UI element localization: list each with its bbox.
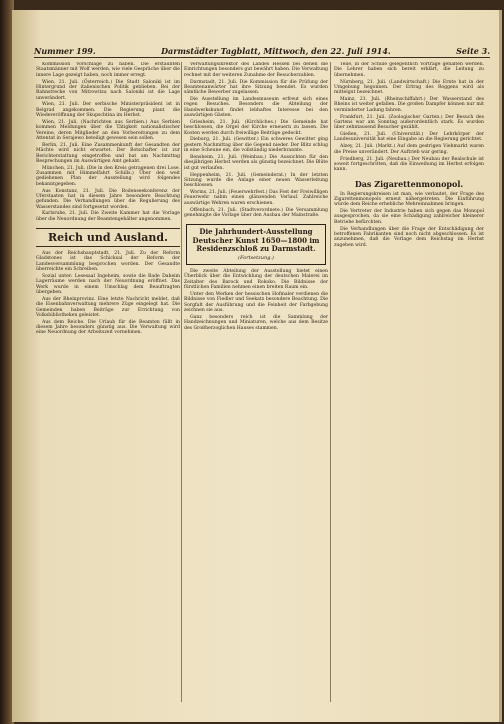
header-rule bbox=[34, 57, 490, 58]
page-edge bbox=[499, 10, 502, 722]
paragraph: Die Verhandlungen über die Frage der Entschädigung der betroffenen Fabrikanten sind noch nicht abgeschlossen. Es ist anzunehmen, daß die Vorlage dem Reichstag im Herbst zugehen wird. bbox=[334, 226, 484, 248]
newspaper-page bbox=[12, 10, 502, 722]
paragraph: In Regierungskreisen ist man, wie verlautet, der Frage des Zigarettenmonopols erneut nähergetreten. Die Einführung würde dem Reiche erhebliche Mehreinnahmen bringen. bbox=[334, 191, 484, 208]
paragraph: Offenbach, 21. Juli. (Stadtverordnete.) Die Versammlung genehmigte die Vorlage über den Ausbau der Mainstraße. bbox=[184, 207, 328, 218]
col3b-text bbox=[334, 192, 484, 248]
paragraph: Dieburg, 21. Juli. (Gewitter.) Ein schweres Gewitter ging gestern Nachmittag über die Gegend nieder. Der Blitz schlug in eine Scheune ein, die vollständig niederbrannte. bbox=[184, 137, 328, 154]
paragraph: Aus der Reichshauptstadt, 21. Juli. Zu der Reform Gladstones ist das Schicksal der Reform der Landesversammlung besprochen worden. Der Gesandte überreichte ein Schreiben. bbox=[36, 251, 180, 273]
paragraph: Aus Konstanz, 21. Juli. Die Bodenseekonferenz der Uferstaaten hat in diesem Jahre besondere Beachtung gefunden. Die Verhandlungen über die Regulierung des Wasserstandes sind fortgesetzt worden. bbox=[36, 188, 180, 210]
page-number: Seite 3. bbox=[456, 46, 490, 56]
paragraph: Wien, 21. Juli. (Nachrichten aus Serbien.) Aus Serbien kommen Meldungen über die Tätigkeit nationalistischer Vereine, deren Mitglieder an den Vorbereitungen zu dem Attentat in Serajewo beteiligt gewesen sein sollen. bbox=[36, 119, 180, 141]
col1-text bbox=[36, 62, 180, 222]
paragraph: München, 21. Juli. (Die in den Kreis getragenen drei Lose. Zusammen mit Himmelfahrt Schills.) Über den weit gediehenen Plan der Ausstellung wird folgendes bekanntgegeben. bbox=[36, 165, 180, 187]
paragraph: Aus dem Reiche. Die Urlaub für die Beamten fällt in diesem Jahre besonders günstig aus. Die Verwaltung wird eine Neuordnung der Arbeitszeit vornehmen. bbox=[36, 319, 180, 336]
paragraph: Berlin, 21. Juli. Eine Zusammenkunft der Gesandten der Mächte wird nicht erwartet. Der Botschafter ist zur Berichterstattung eingetroffen und hat am Nachmittag Besprechungen im Auswärtigen Amt gehabt. bbox=[36, 142, 180, 164]
paragraph: Kommission Vorschläge zu haben. Die erstaunten Staatsmänner mit Wolf werden, wie viele Gespräche über die innere Lage gezeigt haben, noch immer erregt. bbox=[36, 62, 180, 78]
exhibition-subtitle: (Fortsetzung.) bbox=[238, 254, 274, 261]
paragraph: Die Ausstellung im Landesmuseum erfreut sich eines regen Besuches. Besonders die Abteilung der Handwerkskunst findet lebhaftes Interesse bei den auswärtigen Gästen. bbox=[184, 97, 328, 119]
paragraph: Aus der Rheinprovinz. Eine letzte Nachricht meldet, daß die Eisenbahnverwaltung mehrere Züge eingelegt hat. Die Gemeinden haben Beiträge zur Errichtung von Volksbibliotheken geleistet. bbox=[36, 296, 180, 318]
paragraph: Karlsruhe, 21. Juli. Die Zweite Kammer hat die Vorlage über die Neuordnung der Beamtengehälter angenommen. bbox=[36, 211, 180, 222]
paragraph: Die zweite Abteilung der Ausstellung bietet einen Überblick über die Entwicklung der deutschen Malerei im Zeitalter des Barock und Rokoko. Die Bildnisse der fürstlichen Familien nehmen einen breiten Raum ein. bbox=[184, 269, 328, 291]
paragraph: Alzey, 21. Juli. (Markt.) Auf dem gestrigen Viehmarkt waren die Preise unverändert. Der Auftrieb war gering. bbox=[334, 144, 484, 155]
paragraph: Wien, 21. Juli. Der serbische Ministerpräsident ist in Belgrad angekommen. Die Regierung plant die Wiedereröffnung der Skupschtina im Herbst. bbox=[36, 102, 180, 119]
paragraph: Heppenheim, 21. Juli. (Gemeinderat.) In der letzten Sitzung wurde die Anlage einer neuen Wasserleitung beschlossen. bbox=[184, 172, 328, 189]
column-2 bbox=[184, 62, 328, 710]
paragraph: Griesheim, 21. Juli. (Kirchliches.) Die Gemeinde hat beschlossen, die Orgel der Kirche erneuern zu lassen. Die Kosten werden durch freiwillige Beiträge gedeckt. bbox=[184, 119, 328, 136]
col3-text bbox=[334, 62, 484, 173]
column-rule bbox=[181, 62, 182, 702]
col1b-text bbox=[36, 251, 180, 336]
section-heading: Reich und Ausland. bbox=[36, 228, 180, 247]
col2b-text bbox=[184, 269, 328, 331]
paragraph: Verwaltungsdirektor des Landes Hessen bei denen die Einrichtungen besonders gut bewährt haben. Die Verwaltung rechnet mit der weiteren Zunahme der Besucherzahlen. bbox=[184, 62, 328, 78]
paragraph: Wien, 21. Juli. (Österreich.) Die Stadt Saloniki ist im Hintergrund der italienischen Politik geblieben. Bei der Bahnstrecke von Mitrowitza nach Saloniki ist die Lage unverändert. bbox=[36, 79, 180, 101]
paragraph: Die Vertreter der Industrie haben sich gegen das Monopol ausgesprochen, da sie eine Schädigung zahlreicher kleinerer Betriebe befürchten. bbox=[334, 209, 484, 225]
exhibition-box bbox=[186, 224, 326, 265]
paragraph: Worms, 21. Juli. (Feuerwehrfest.) Das Fest der Freiwilligen Feuerwehr nahm einen glänzenden Verlauf. Zahlreiche auswärtige Wehren waren erschienen. bbox=[184, 190, 328, 206]
article-title: Das Zigarettenmonopol. bbox=[354, 178, 464, 189]
paragraph: Frankfurt, 21. Juli. (Zoologischer Garten.) Der Besuch des Gartens war am Sonntag außerordentlich stark. Es wurden über zehntausend Besucher gezählt. bbox=[334, 114, 484, 131]
issue-number: Nummer 199. bbox=[34, 46, 96, 56]
masthead: Darmstädter Tagblatt, Mittwoch, den 22. Juli 1914. bbox=[161, 46, 391, 56]
paragraph: Mainz, 21. Juli. (Rheinschiffahrt.) Der Wasserstand des Rheins ist weiter gefallen. Die großen Dampfer können nur mit verminderter Ladung fahren. bbox=[334, 97, 484, 113]
paragraph: Bensheim, 21. Juli. (Weinbau.) Die Aussichten für den diesjährigen Herbst werden als günstig bezeichnet. Die Blüte ist gut verlaufen. bbox=[184, 155, 328, 171]
exhibition-title: Die Jahrhundert-Ausstellung Deutscher Kunst 1650—1800 im Residenzschloß zu Darmstadt. bbox=[192, 227, 320, 254]
col2-text bbox=[184, 62, 328, 218]
column-3 bbox=[334, 62, 484, 710]
column-1 bbox=[36, 62, 180, 710]
paragraph: Nürnberg, 21. Juli. (Landwirtschaft.) Die Ernte hat in der Umgebung begonnen. Der Ertrag des Roggens wird als mittelgut bezeichnet. bbox=[334, 79, 484, 96]
paragraph: Teile, in der Schule gelegentlich Vorträge gehalten werden. Die Lehrer haben sich bereit erklärt, die Leitung zu übernehmen. bbox=[334, 62, 484, 78]
paragraph: Sozial unter: Lesesaal Ingeheim, sowie die Bade Daheim Lagerräume werden nach der Neuordnung eröffnet. Das Werk wurde in einem Umschlag dem Beauftragten übergeben. bbox=[36, 274, 180, 296]
column-rule bbox=[330, 62, 331, 702]
paragraph: Ganz besonders reich ist die Sammlung der Handzeichnungen und Miniaturen, welche aus dem Besitze des Großherzoglichen Hauses stammen. bbox=[184, 314, 328, 331]
paragraph: Gießen, 21. Juli. (Universität.) Der Lehrkörper der Landesuniversität hat eine Eingabe an die Regierung gerichtet. bbox=[334, 132, 484, 143]
paragraph: Unter den Werken der hessischen Hofmaler verdienen die Bildnisse von Fiedler und Seekatz besondere Beachtung. Die Sorgfalt der Ausführung und die Feinheit der Farbgebung zeichnen sie aus. bbox=[184, 292, 328, 314]
paragraph: Friedberg, 21. Juli. (Neubau.) Der Neubau der Realschule ist soweit fortgeschritten, daß die Einweihung im Herbst erfolgen kann. bbox=[334, 156, 484, 173]
page-header bbox=[34, 44, 490, 56]
paragraph: Darmstadt, 21. Juli. Die Kommission für die Prüfung der Beamtenanwärter hat ihre Sitzung beendet. Es wurden sämtliche Bewerber zugelassen. bbox=[184, 79, 328, 96]
